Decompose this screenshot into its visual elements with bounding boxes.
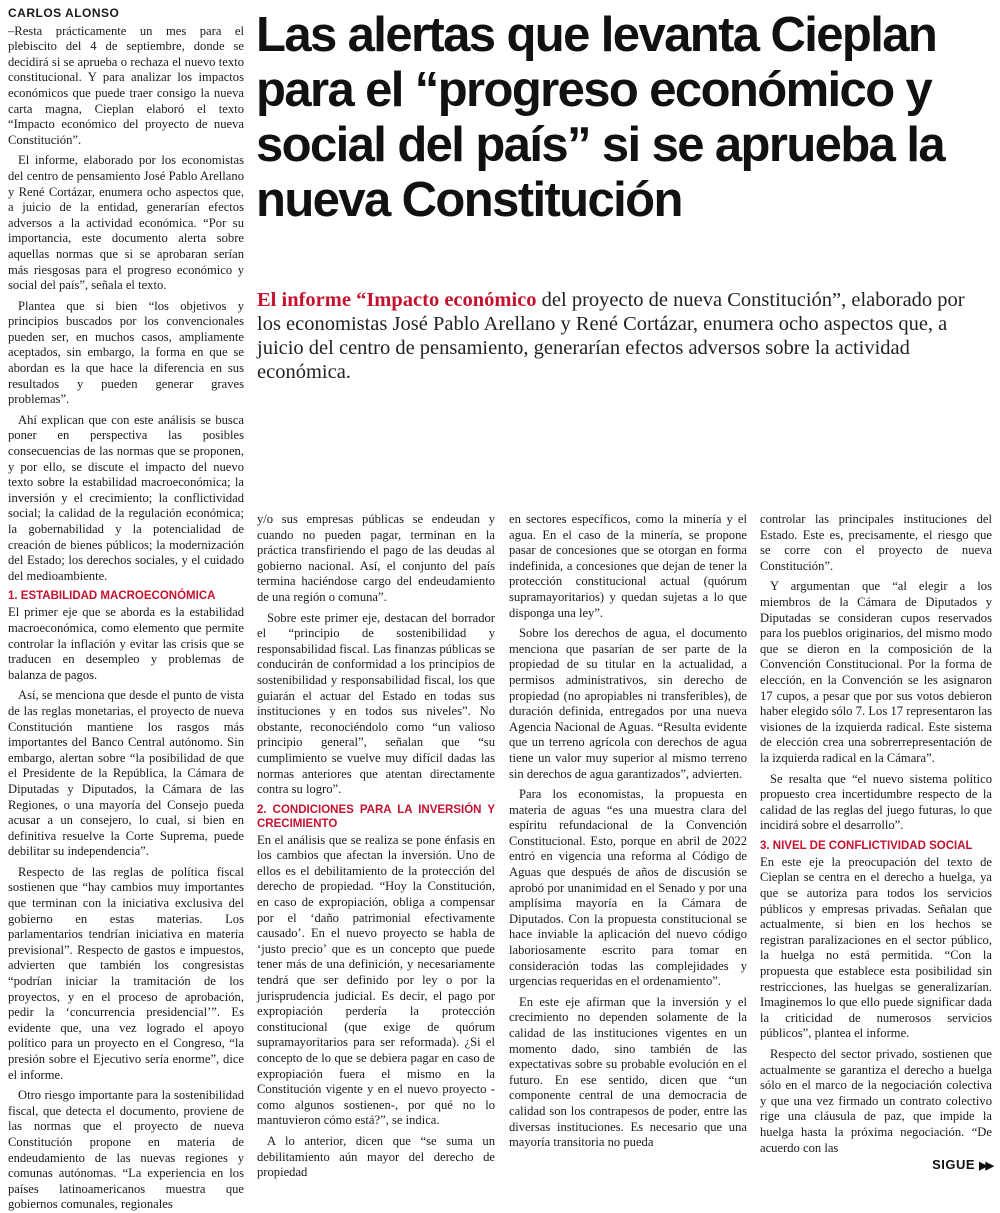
- byline: CARLOS ALONSO: [8, 6, 120, 20]
- double-arrow-icon: ▶▶: [979, 1160, 992, 1172]
- paragraph: Y argumentan que “al elegir a los miembros de la Cámara de Diputados y Diputadas se consideran cupos reservados para los pueblos originarios, del mismo modo que se dieron en la composición de la Convención Constitucional. Por la forma de elección, en la Convención se les asignaron 17 cupos, a pesar que por sus votos debieron haber elegido sólo 7. Los 17 representaron las visiones de la izquierda radical. Este sistema de elección crea una sobrerrepresentación de la izquierda radical en la Cámara”.: [760, 579, 992, 765]
- paragraph: Respecto del sector privado, sostienen que actualmente se garantiza el derecho a huelga sólo en el marco de la negociación colectiva y que una vez firmado un contrato colectivo rige una cláusula de paz, que impide la huelga hasta la próxima negociación. “De acuerdo con las: [760, 1047, 992, 1155]
- paragraph: –Resta prácticamente un mes para el plebiscito del 4 de septiembre, donde se decidirá si se aprueba o rechaza el nuevo texto constitucional. Y para analizar los impactos económicos que puede traer consigo la nueva carta magna, Cieplan elaboró el texto “Impacto económico del proyecto de nueva Constitución”.: [8, 23, 244, 147]
- lead-paragraph: [257, 288, 977, 384]
- section-heading-1: 1. ESTABILIDAD MACROECONÓMICA: [8, 590, 216, 603]
- paragraph: En este eje la preocupación del texto de Cieplan se centra en el derecho a huelga, ya que se autoriza para todos los servicios públicos y empresas privadas. Señalan que actualmente, si bien en los hechos se registran paralizaciones en el sector público, la huelga no está permitida. “Con la propuesta que establece esta posibilidad sin restricciones, las huelgas se generalizarían. Imaginemos lo que ello puede significar dada la criticidad de numerosos servicios públicos”, plantea el informe.: [760, 854, 992, 1041]
- column-3: [509, 512, 747, 1168]
- paragraph: Así, se menciona que desde el punto de vista de las reglas monetarias, el proyecto de nueva Constitución mantiene los rasgos más importantes del Banco Central autónomo. Sin embargo, alertan sobre “la posibilidad de que el Presidente de la República, la Cámara de Diputadas y Diputados, la Cámara de las Regiones, o una mayoría del Consejo pueda acusar a un consejero, lo cual, si bien en definitiva resuelve la Corte Suprema, puede debilitar su independencia”.: [8, 688, 244, 859]
- paragraph: El primer eje que se aborda es la estabilidad macroeconómica, como elemento que permite controlar la inflación y evitar las crisis que se traducen en desempleo y problemas de balanza de pagos.: [8, 605, 244, 682]
- paragraph: Para los economistas, la propuesta en materia de aguas “es una muestra clara del espíritu refundacional de la Convención Constitucional. Esto, porque en abril de 2022 entró en vigencia una reforma al Código de Aguas que después de años de discusión se aprobó por unanimidad en el Senado y por una amplísima mayoría en la Cámara de Diputados. Con la propuesta constitucional se hace inviable la aplicación del nuevo código laboriosamente escrito para tomar en consideración todas las complejidades y urgencias requeridas en el ordenamiento”.: [509, 787, 747, 989]
- section-heading-2: 2. CONDICIONES PARA LA INVERSIÓN Y CRECIMIENTO: [257, 803, 495, 830]
- paragraph: Ahí explican que con este análisis se busca poner en perspectiva las posibles consecuencias de las normas que se proponen, y por ello, se discute el impacto del nuevo texto sobre la estabilidad macroeconómica; la inversión y el crecimiento; la conflictividad social; la calidad de la regulación económica; la gobernabilidad y la potencialidad de creación de bienes públicos; la modernización del Estado; los derechos sociales, y el cuidado del medioambiente.: [8, 412, 244, 583]
- paragraph: El informe, elaborado por los economistas del centro de pensamiento José Pablo Arellano y René Cortázar, enumera ocho aspectos que, a juicio de la entidad, generarían efectos adversos a la actividad económica. “Por su importancia, este documento alerta sobre aquellas normas que si se aprobaran serían más riesgosas para el progreso económico y social del país”, señala el texto.: [8, 153, 244, 293]
- paragraph: Respecto de las reglas de política fiscal sostienen que “hay cambios muy importantes que terminan con la iniciativa exclusiva del gobierno en estas materias. Los parlamentarios tendrían iniciativa en materia previsional”. Respecto de gastos e impuestos, advierten que también los congresistas “podrían iniciar la tramitación de los proyectos, y en el proceso de aprobación, pedir la ‘concurrencia presidencial’”. Es evidente que, una vez logrado el apoyo político para un proyecto en el Congreso, “la presión sobre el Ejecutivo sería enorme”, dice el informe.: [8, 864, 244, 1082]
- paragraph: Se resalta que “el nuevo sistema político propuesto crea incertidumbre respecto de la calidad de las reglas del juego futuras, lo que incidirá sobre el desarrollo”.: [760, 771, 992, 833]
- continue-link[interactable]: [932, 1157, 992, 1172]
- paragraph: Otro riesgo importante para la sostenibilidad fiscal, que detecta el documento, proviene de las normas que el proyecto de nueva Constitución propone en materia de endeudamiento de las nuevas regiones y comunas autónomas. “La experiencia en los países latinoamericanos muestra que gobiernos comunales, regionales: [8, 1088, 244, 1212]
- paragraph: A lo anterior, dicen que “se suma un debilitamiento aún mayor del derecho de propiedad: [257, 1133, 495, 1180]
- headline: Las alertas que levanta Cieplan para el “progreso económico y social del país” si se aprueba la nueva Constitución: [256, 8, 944, 227]
- lead-highlight: El informe “Impacto económico: [257, 289, 537, 311]
- paragraph: Plantea que si bien “los objetivos y principios buscados por los convencionales pueden ser, en muchos casos, ampliamente aceptados, sin embargo, la forma en que se abordan es la que hace la diferencia en sus resultados y pueden generar graves problemas”.: [8, 298, 244, 407]
- paragraph: en sectores específicos, como la minería y el agua. En el caso de la minería, se propone pasar de concesiones que se otorgan en forma indefinida, a concesiones que dejan de tener la protección constitucional actual (quórum supramayoritarios) y quedan sujetas a lo que disponga una ley”.: [509, 512, 747, 620]
- paragraph: Sobre este primer eje, destacan del borrador el “principio de sostenibilidad y responsabilidad fiscal. Las finanzas públicas se conducirán de conformidad a los principios de sostenibilidad y responsabilidad fiscal, los que guiarán el actuar del Estado en todas sus instituciones y en todos sus niveles”. No obstante, reconociéndolo como “un valioso principio general”, señalan que “su cumplimiento se vuelve muy difícil dadas las normas anteriores que atentan directamente contra su logro”.: [257, 610, 495, 797]
- lead-text: del proyecto de nueva Constitución”, elaborado por los economistas José Pablo Arellano y René Cortázar, enumera ocho aspectos que, a juicio del centro de pensamiento, generarían efectos adversos sobre la actividad económica.: [257, 289, 965, 383]
- column-2: [257, 512, 495, 1180]
- paragraph: En el análisis que se realiza se pone énfasis en los cambios que afectan la inversión. Uno de ellos es el debilitamiento de la protección del derecho de propiedad. “Hoy la Constitución, en caso de expropiación, obliga a compensar por el ‘daño patrimonial efectivamente causado’. En el nuevo proyecto se habla de ‘justo precio’ que es un concepto que puede tener más de una definición, y necesariamente tendrá que ser definido por ley o por la jurisprudencia judicial. Es decir, el pago por expropiación perdería la protección constitucional (que exige de quórum supramayoritarios para ser reformada). ¿Si el concepto de lo que se debiera pagar en caso de expropiación fuera el mismo en la Constitución vigente y en el nuevo proyecto -como algunos sostienen-, por qué no lo mantuvieron cómo está?”, se indica.: [257, 832, 495, 1128]
- paragraph: y/o sus empresas públicas se endeudan y cuando no pueden pagar, terminan en la práctica transfiriendo el pago de las deudas al gobierno nacional. Así, el conjunto del país termina haciéndose cargo del endeudamiento de una región o comuna”.: [257, 512, 495, 604]
- paragraph: Sobre los derechos de agua, el documento menciona que pasarían de ser parte de la propiedad de su titular en la actualidad, a permisos administrativos, sin derecho de propiedad (no apropiables ni transferibles), de duración definida, entregados por una nueva Agencia Nacional de Aguas. “Resulta evidente que un terreno agrícola con derechos de agua tiene un valor muy superior al mismo terreno sin derechos de agua garantizados”, advierten.: [509, 626, 747, 781]
- column-1: [8, 6, 244, 1212]
- paragraph: En este eje afirman que la inversión y el crecimiento no dependen solamente de la calidad de las instituciones vigentes en un momento dado, sino también de las expectativas sobre su probable evolución en el futuro. En ese sentido, dicen que “un componente central de una democracia de calidad son los contrapesos de poder, entre las diversas instituciones. Es necesario que una mayoría transitoria no pueda: [509, 994, 747, 1150]
- paragraph: controlar las principales instituciones del Estado. Este es, precisamente, el riesgo que se corre con el proyecto de nueva Constitución”.: [760, 512, 992, 573]
- column-4: [760, 512, 992, 1155]
- section-heading-3: 3. NIVEL DE CONFLICTIVIDAD SOCIAL: [760, 839, 973, 852]
- continue-label: SIGUE: [932, 1157, 976, 1172]
